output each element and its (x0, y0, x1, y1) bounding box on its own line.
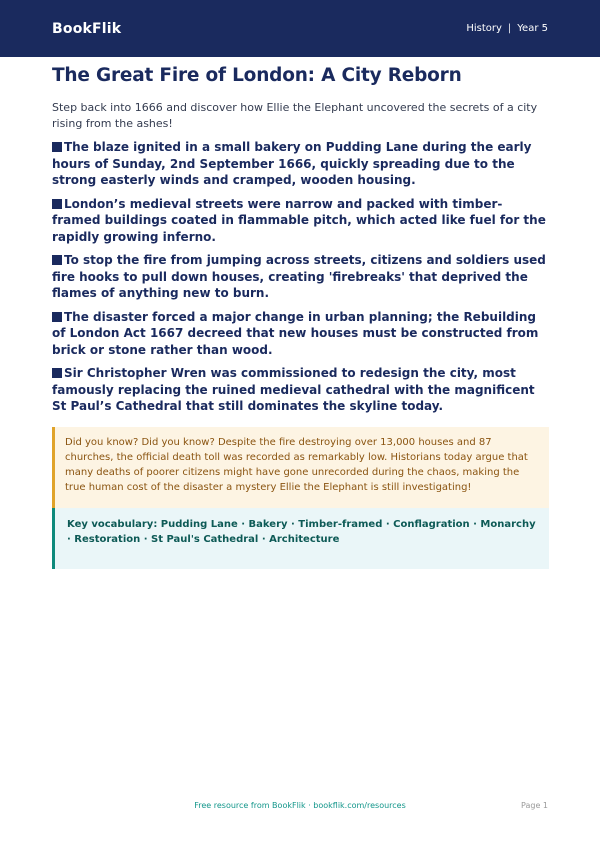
square-bullet-icon (52, 255, 62, 265)
square-bullet-icon (52, 199, 62, 209)
breadcrumb-separator: | (507, 23, 512, 34)
callout-group (52, 427, 549, 569)
fact-text: Sir Christopher Wren was commissioned to redesign the city, most famously replacing the ruined medieval cathedral with the magnificent St Paul’s Cathedral that still dominates the skyline today. (52, 366, 535, 413)
fact-text: The disaster forced a major change in urban planning; the Rebuilding of London Act 1667 decreed that new houses must be constructed from brick or stone rather than wood. (52, 309, 539, 357)
fact-list (52, 139, 549, 415)
fact-text: To stop the fire from jumping across streets, citizens and soldiers used fire hooks to pull down houses, creating 'firebreaks' that deprived the flames of anything new to burn. (52, 253, 546, 300)
fact-item (52, 139, 549, 189)
square-bullet-icon (52, 368, 62, 378)
breadcrumb-subject[interactable]: History (466, 23, 502, 34)
square-bullet-icon (52, 142, 62, 152)
square-bullet-icon (52, 312, 62, 322)
top-bar (0, 0, 600, 57)
fact-item (52, 196, 549, 246)
fact-item (52, 252, 549, 302)
breadcrumb-year[interactable]: Year 5 (517, 23, 548, 34)
fact-item (52, 309, 549, 359)
intro-text: Step back into 1666 and discover how Ellie the Elephant uncovered the secrets of a city rising from the ashes! (52, 101, 538, 130)
did-you-know-box: Did you know? Did you know? Despite the fire destroying over 13,000 houses and 87 churches, the official death toll was recorded as remarkably low. Historians today argue that many deaths of poorer citizens might have gone unrecorded during the chaos, making the true human cost of the disaster a mystery Ellie the Elephant is still investigating! (52, 427, 549, 508)
page-number: Page 1 (521, 801, 548, 810)
fact-item (52, 365, 549, 415)
breadcrumb (466, 23, 548, 34)
page-title: The Great Fire of London: A City Reborn (52, 65, 462, 86)
main-content (52, 64, 549, 569)
fact-text: London’s medieval streets were narrow and packed with timber-framed buildings coated in flammable pitch, which acted like fuel for the rapidly growing inferno. (52, 196, 546, 244)
brand-logo[interactable]: BookFlik (52, 20, 122, 37)
page-footer (0, 801, 600, 815)
footer-link[interactable]: Free resource from BookFlik · bookflik.com/resources (194, 801, 406, 810)
fact-text: The blaze ignited in a small bakery on Pudding Lane during the early hours of Sunday, 2nd September 1666, quickly spreading due to the strong easterly winds and cramped, wooden housing. (52, 140, 532, 187)
key-vocabulary-box: Key vocabulary: Pudding Lane · Bakery · Timber-framed · Conflagration · Monarchy · Restoration · St Paul's Cathedral · Architecture (55, 508, 549, 569)
